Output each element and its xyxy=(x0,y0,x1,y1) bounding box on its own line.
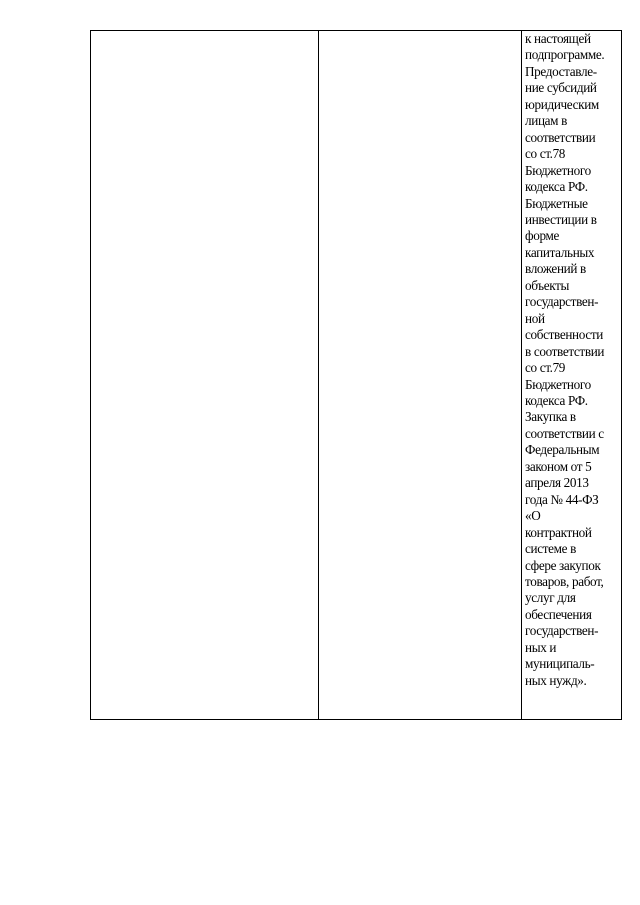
text-line: юридическим xyxy=(525,96,599,112)
text-line: капитальных xyxy=(525,244,595,260)
text-line: Предоставле- xyxy=(525,63,597,79)
text-line: в соответствии xyxy=(525,343,605,359)
text-line: года № 44-ФЗ xyxy=(525,491,599,507)
text-line: сфере закупок xyxy=(525,557,601,573)
text-line: к настоящей xyxy=(525,31,591,46)
text-line: контрактной xyxy=(525,524,592,540)
table-cell-column-3 xyxy=(522,31,621,719)
text-line: «О xyxy=(525,508,541,524)
text-line: со ст.79 xyxy=(525,360,566,376)
text-line: ной xyxy=(525,310,545,326)
text-line: форме xyxy=(525,228,559,244)
text-line: кодекса РФ. xyxy=(525,392,588,408)
document-table xyxy=(90,30,622,720)
text-line: со ст.78 xyxy=(525,146,566,162)
text-line: собственности xyxy=(525,327,603,343)
text-line: государствен- xyxy=(525,294,599,310)
text-line: соответствии xyxy=(525,129,596,145)
text-line: Бюджетного xyxy=(525,162,591,178)
text-line: Бюджетного xyxy=(525,376,591,392)
text-line: товаров, работ, xyxy=(525,573,604,589)
text-line: кодекса РФ. xyxy=(525,179,588,195)
text-line: законом от 5 xyxy=(525,458,592,474)
text-line: вложений в xyxy=(525,261,586,277)
text-line: Закупка в xyxy=(525,409,576,425)
text-line: ных нужд». xyxy=(525,672,587,688)
text-line: обеспечения xyxy=(525,606,592,622)
text-line: апреля 2013 xyxy=(525,475,589,491)
text-line: Бюджетные xyxy=(525,195,588,211)
text-line: соответствии с xyxy=(525,425,604,441)
text-line: услуг для xyxy=(525,590,576,606)
text-line: муниципаль- xyxy=(525,656,595,672)
text-line: Федеральным xyxy=(525,442,600,458)
text-line: системе в xyxy=(525,541,576,557)
text-line: объекты xyxy=(525,277,570,293)
column-3-text xyxy=(525,31,621,689)
text-line: лицам в xyxy=(525,113,567,129)
text-line: инвестиции в xyxy=(525,211,597,227)
text-line: подпрограмме. xyxy=(525,47,605,63)
text-line: ние субсидий xyxy=(525,80,597,96)
table-cell-column-2 xyxy=(319,31,522,719)
text-line: ных и xyxy=(525,639,557,655)
table-cell-column-1 xyxy=(91,31,319,719)
text-line: государствен- xyxy=(525,623,599,639)
